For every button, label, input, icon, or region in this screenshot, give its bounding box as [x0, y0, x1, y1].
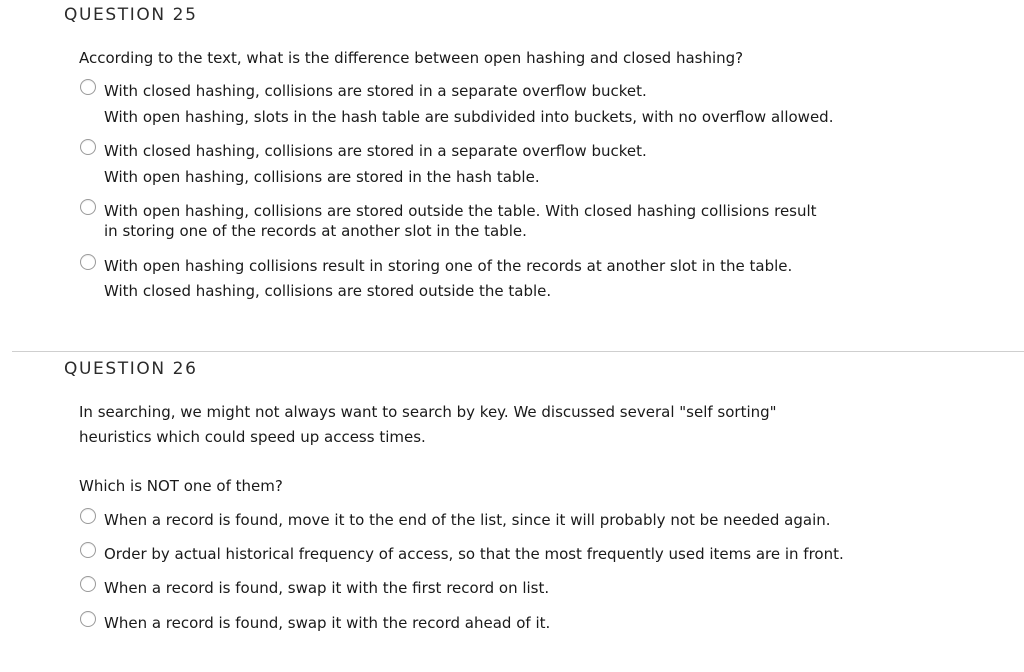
question-title: QUESTION 25 [64, 5, 198, 25]
option-text-line-2: With open hashing, collisions are stored in the hash table. [104, 168, 540, 186]
radio-button[interactable] [80, 508, 96, 524]
option-text: When a record is found, move it to the end of the list, since it will probably not be needed again. [104, 511, 831, 529]
option-text-line-1: With open hashing collisions result in storing one of the records at another slot in the table. [104, 257, 793, 275]
radio-button[interactable] [80, 254, 96, 270]
option-text: When a record is found, swap it with the first record on list. [104, 579, 550, 597]
radio-button[interactable] [80, 542, 96, 558]
question-prompt-line-1: In searching, we might not always want to search by key. We discussed several "self sorting" [79, 403, 777, 421]
option-text-line-2: With open hashing, slots in the hash table are subdivided into buckets, with no overflow allowed. [104, 108, 834, 126]
option-text-line-1: With closed hashing, collisions are stored in a separate overflow bucket. [104, 82, 647, 100]
question-prompt-line-2: heuristics which could speed up access times. [79, 428, 426, 446]
question-prompt: According to the text, what is the difference between open hashing and closed hashing? [79, 49, 744, 67]
question-subprompt: Which is NOT one of them? [79, 477, 283, 495]
radio-button[interactable] [80, 139, 96, 155]
question-divider [12, 351, 1024, 352]
option-text-line-1: With open hashing, collisions are stored outside the table. With closed hashing collisions result [104, 202, 817, 220]
question-title: QUESTION 26 [64, 359, 198, 379]
radio-button[interactable] [80, 576, 96, 592]
radio-button[interactable] [80, 79, 96, 95]
option-text: When a record is found, swap it with the record ahead of it. [104, 614, 551, 632]
option-text-line-1: With closed hashing, collisions are stored in a separate overflow bucket. [104, 142, 647, 160]
option-text-line-2: With closed hashing, collisions are stored outside the table. [104, 282, 552, 300]
option-text: Order by actual historical frequency of access, so that the most frequently used items are in front. [104, 545, 844, 563]
radio-button[interactable] [80, 611, 96, 627]
option-text-line-2: in storing one of the records at another slot in the table. [104, 222, 527, 240]
radio-button[interactable] [80, 199, 96, 215]
